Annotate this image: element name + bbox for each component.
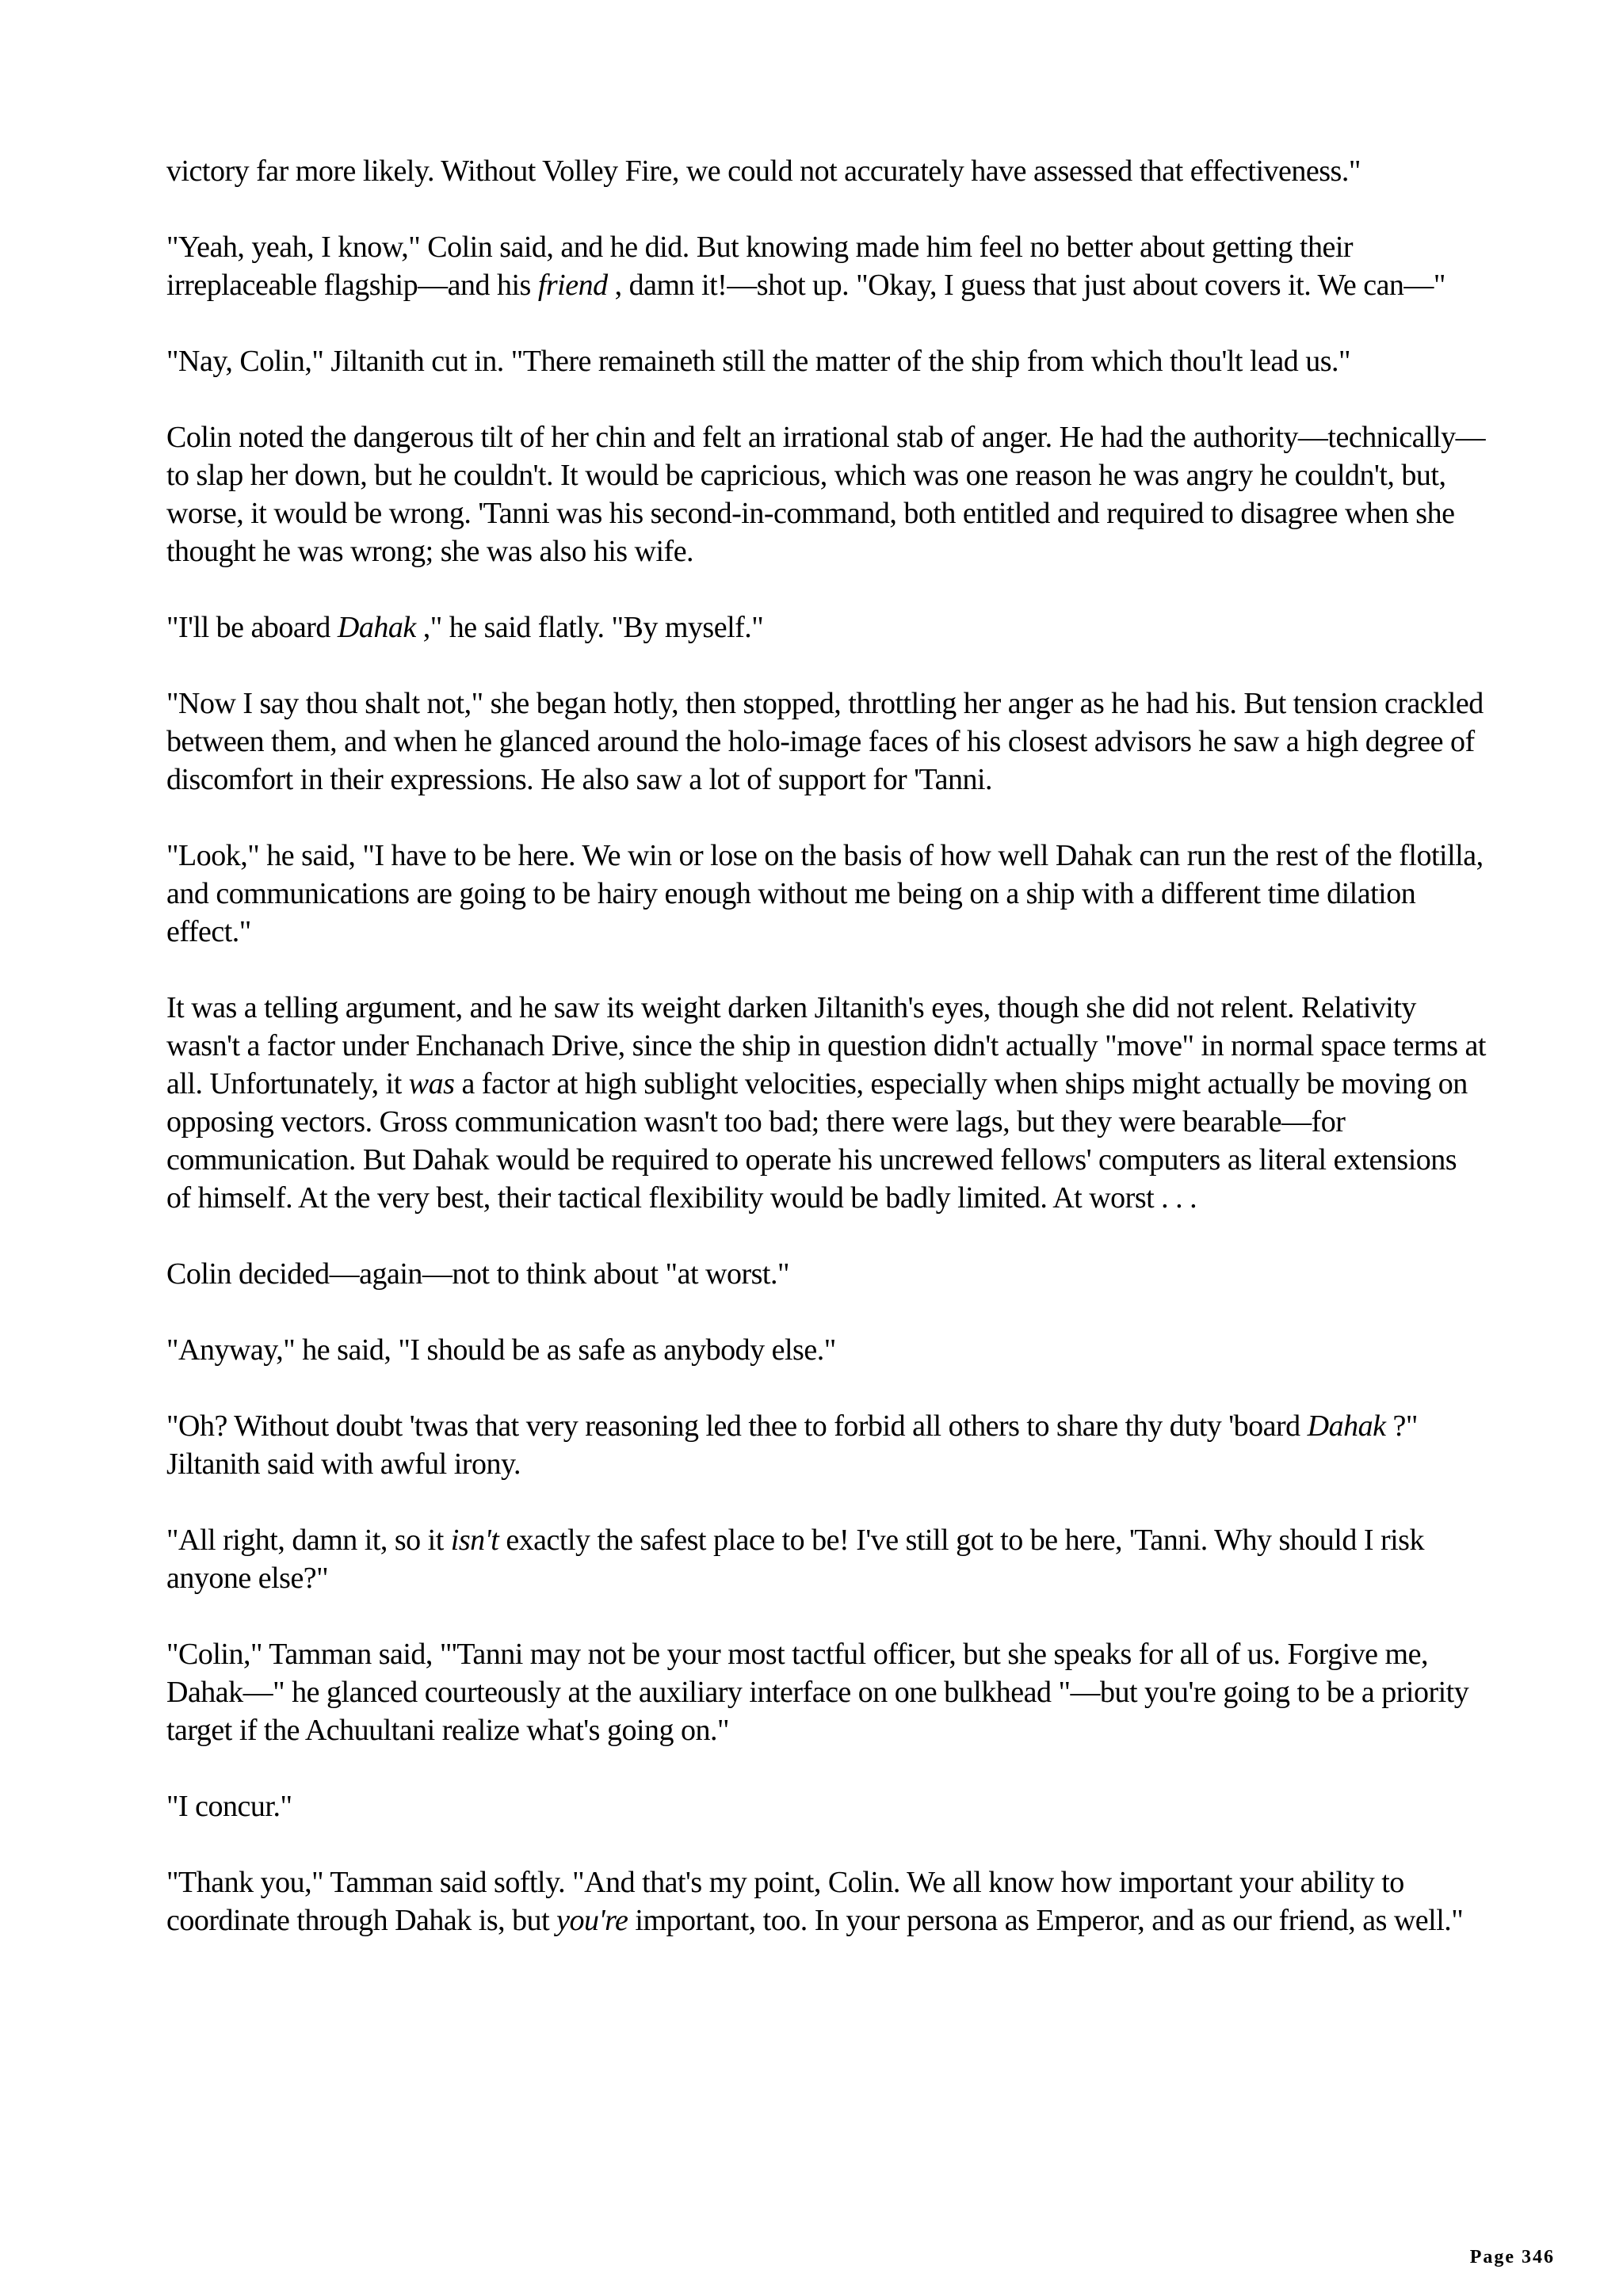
paragraph	[166, 228, 1486, 304]
text-run: "Yeah, yeah, I know," Colin said, and he did. But knowing made him feel no better about getting their irreplaceable flagship—and his	[166, 231, 1354, 302]
paragraph	[166, 342, 1486, 380]
emphasized-text: Dahak	[337, 611, 416, 644]
paragraph	[166, 1331, 1486, 1369]
text-run: "Colin," Tamman said, "'Tanni may not be your most tactful officer, but she speaks for all of us. Forgive me, Dahak—" he glanced courteously at the auxiliary interface on one bulkhead "—but you're going to be a priority target if the Achuultani realize what's going on."	[166, 1638, 1469, 1747]
text-run: , damn it!—shot up. "Okay, I guess that just about covers it. We can—"	[607, 269, 1445, 302]
text-run: important, too. In your persona as Emperor, and as our friend, as well."	[628, 1904, 1464, 1937]
paragraph	[166, 837, 1486, 951]
text-run: Colin decided—again—not to think about "at worst."	[166, 1257, 789, 1291]
page-body	[166, 152, 1486, 1978]
paragraph	[166, 418, 1486, 570]
text-run: "I concur."	[166, 1790, 292, 1823]
emphasized-text: friend	[537, 269, 608, 302]
emphasized-text: was	[408, 1067, 455, 1100]
paragraph	[166, 989, 1486, 1217]
text-run: "Nay, Colin," Jiltanith cut in. "There remaineth still the matter of the ship from which thou'lt lead us."	[166, 345, 1351, 378]
text-run: It was a telling argument, and he saw its weight darken Jiltanith's eyes, though she did not relent. Relativity wasn't a factor under Enchanach Drive, since the ship in question didn't actually "move" in normal space terms at all. Unfortunately, it	[166, 991, 1486, 1100]
paragraph	[166, 1863, 1486, 1939]
text-run: ?" Jiltanith said with awful irony.	[166, 1409, 1418, 1481]
paragraph	[166, 1407, 1486, 1483]
emphasized-text: you're	[556, 1904, 628, 1937]
paragraph	[166, 152, 1486, 190]
paragraph	[166, 685, 1486, 799]
text-run: "All right, damn it, so it	[166, 1524, 451, 1557]
text-run: victory far more likely. Without Volley Fire, we could not accurately have assessed that effectiveness."	[166, 154, 1361, 188]
text-run: "Anyway," he said, "I should be as safe as anybody else."	[166, 1333, 836, 1367]
paragraph	[166, 608, 1486, 646]
text-run: "Now I say thou shalt not," she began hotly, then stopped, throttling her anger as he had his. But tension crackled between them, and when he glanced around the holo-image faces of his closest advisors he saw a high degree of discomfort in their expressions. He also saw a lot of support for 'Tanni.	[166, 687, 1484, 796]
emphasized-text: Dahak	[1307, 1409, 1386, 1443]
text-run: Colin noted the dangerous tilt of her chin and felt an irrational stab of anger. He had the authority—technically—to slap her down, but he couldn't. It would be capricious, which was one reason he was angry he couldn't, but, worse, it would be wrong. 'Tanni was his second-in-command, both entitled and required to disagree when she thought he was wrong; she was also his wife.	[166, 421, 1486, 568]
text-run: "Look," he said, "I have to be here. We win or lose on the basis of how well Dahak can run the rest of the flotilla, and communications are going to be hairy enough without me being on a ship with a different time dilation effect."	[166, 839, 1484, 948]
text-run: exactly the safest place to be! I've still got to be here, 'Tanni. Why should I risk anyone else?"	[166, 1524, 1424, 1595]
paragraph	[166, 1255, 1486, 1293]
text-run: ," he said flatly. "By myself."	[415, 611, 764, 644]
paragraph	[166, 1635, 1486, 1749]
page-number: Page 346	[1469, 2247, 1555, 2267]
paragraph	[166, 1521, 1486, 1597]
paragraph	[166, 1787, 1486, 1825]
emphasized-text: isn't	[450, 1524, 499, 1557]
text-run: a factor at high sublight velocities, especially when ships might actually be moving on opposing vectors. Gross communication wasn't too bad; there were lags, but they were bearable—for communication. But Dahak would be required to operate his uncrewed fellows' computers as literal extensions of himself. At the very best, their tactical flexibility would be badly limited. At worst . . .	[166, 1067, 1468, 1215]
text-run: "I'll be aboard	[166, 611, 338, 644]
text-run: "Oh? Without doubt 'twas that very reasoning led thee to forbid all others to share thy duty 'board	[166, 1409, 1308, 1443]
text-run: "Thank you," Tamman said softly. "And that's my point, Colin. We all know how important your ability to coordinate through Dahak is, but	[166, 1866, 1404, 1937]
